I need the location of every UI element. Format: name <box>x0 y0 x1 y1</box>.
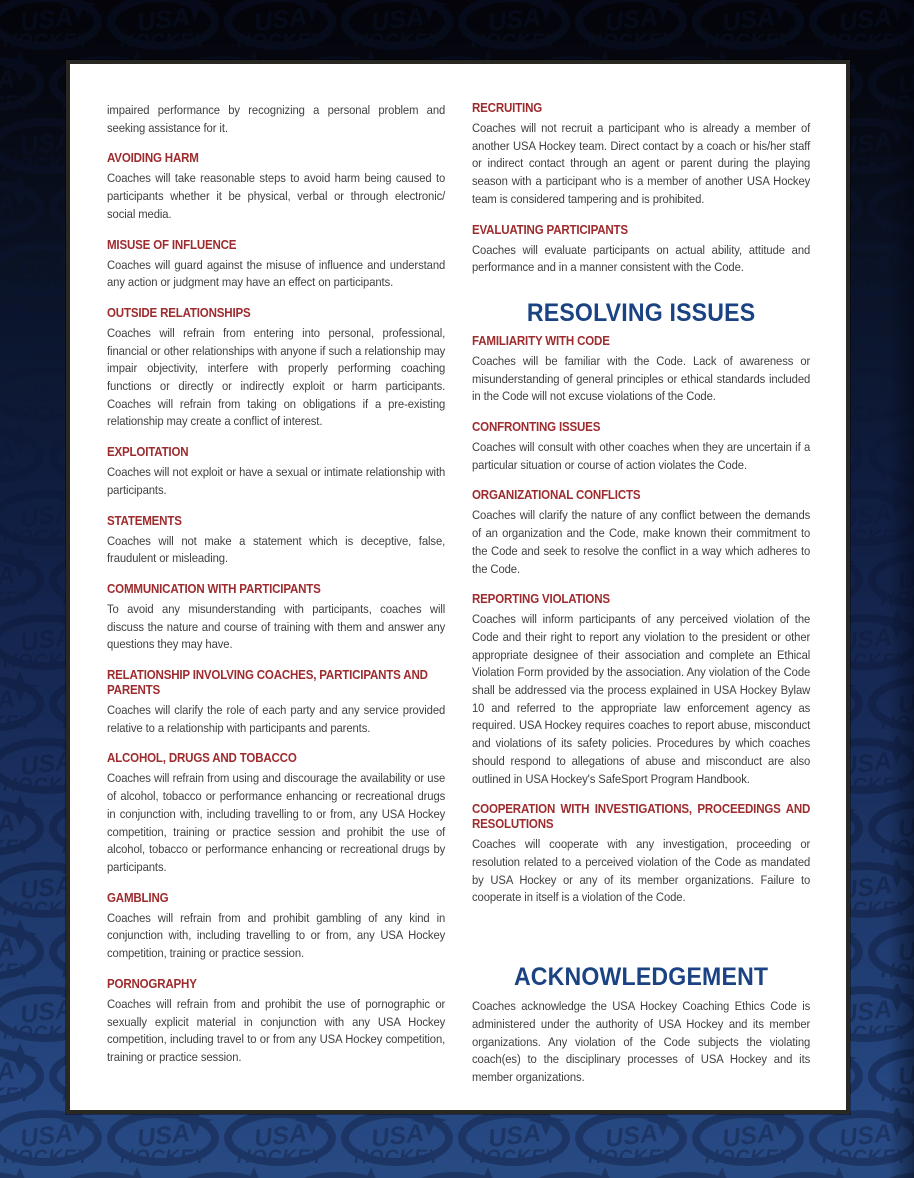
section-body: Coaches will evaluate participants on actual ability, attitude and performance and in a manner consistent with the Code. <box>472 242 811 275</box>
section-cooperation-with-investigations <box>472 802 810 907</box>
section-heading: ORGANIZATIONAL CONFLICTS <box>472 488 641 503</box>
section-heading: STATEMENTS <box>107 513 182 528</box>
section-outside-relationships <box>107 306 445 431</box>
document-page <box>66 60 850 1114</box>
section-alcohol-drugs-tobacco <box>107 751 445 876</box>
section-body: Coaches will not make a statement which is deceptive, false, fraudulent or misleading. <box>107 533 446 566</box>
right-column <box>472 101 810 1087</box>
section-body: Coaches will clarify the nature of any conflict between the demands of an organization and the Code, make known their commitment to the Code and seek to resolve the conflict in a way which adheres to the Code. <box>472 508 811 576</box>
section-body: Coaches will be familiar with the Code. Lack of awareness or misunderstanding of general principles or ethical standards included in the Code will not excuse violations of the Code. <box>472 353 811 404</box>
section-body: Coaches will take reasonable steps to avoid harm being caused to participants whether it be physical, verbal or through electronic/ social media. <box>107 171 446 221</box>
section-heading: RECRUITING <box>472 101 543 115</box>
section-heading: REPORTING VIOLATIONS <box>472 592 610 607</box>
section-gambling <box>107 891 445 963</box>
section-heading: FAMILIARITY WITH CODE <box>472 333 610 348</box>
section-exploitation <box>107 445 445 499</box>
resolving-issues-title: RESOLVING ISSUES <box>526 298 756 327</box>
section-heading: MISUSE OF INFLUENCE <box>107 237 237 252</box>
section-relationship-involving-coaches <box>107 668 445 737</box>
section-heading: PORNOGRAPHY <box>107 976 197 991</box>
section-recruiting <box>472 101 810 209</box>
section-body: To avoid any misunderstanding with participants, coaches will discuss the nature and course of training with them and answer any questions they may have. <box>107 601 446 652</box>
section-statements <box>107 514 445 568</box>
section-heading: GAMBLING <box>107 890 169 905</box>
section-heading: ALCOHOL, DRUGS AND TOBACCO <box>107 751 297 766</box>
section-body: Coaches will consult with other coaches when they are uncertain if a particular situation or course of action violates the Code. <box>472 440 811 472</box>
section-body: Coaches will refrain from and prohibit the use of pornographic or sexually explicit material in conjunction with any USA Hockey competition, including travel to or from any USA Hockey competition, training or practice session. <box>107 996 446 1064</box>
section-body: Coaches will not exploit or have a sexual or intimate relationship with participants. <box>107 465 446 497</box>
section-heading: RELATIONSHIP INVOLVING COACHES, PARTICIPANTS AND PARENTS <box>107 668 428 698</box>
section-pornography <box>107 977 445 1067</box>
section-body: Coaches will refrain from and prohibit gambling of any kind in conjunction with, including travelling to or from, any USA Hockey competition, training or practice session. <box>107 910 446 961</box>
section-heading: CONFRONTING ISSUES <box>472 420 601 435</box>
section-avoiding-harm <box>107 151 445 223</box>
section-heading: OUTSIDE RELATIONSHIPS <box>107 305 251 320</box>
section-body: Coaches will cooperate with any investigation, proceeding or resolution related to a perceived violation of the Code as mandated by USA Hockey or any of its member organizations. Failure to cooperate in itself is a violation of the Code. <box>472 837 811 905</box>
section-familiarity-with-code <box>472 334 810 406</box>
section-reporting-violations <box>472 592 810 788</box>
continuation-paragraph: impaired performance by recognizing a personal problem and seeking assistance for it. <box>107 103 446 135</box>
section-body: Coaches will inform participants of any perceived violation of the Code and their right to report any violation to the president or other appropriate designee of their association and complete an Ethical Violation Form provided by the association. Any violation of the Code shall be addressed via the process explained in USA Hockey Bylaw 10 and referred to the appropriate law enforcement agency as required. USA Hockey requires coaches to report abuse, misconduct and violations of its safety policies. Procedures by which coaches should respond to allegations of abuse and misconduct are also outlined in USA Hockey's SafeSport Program Handbook. <box>472 612 811 786</box>
section-communication-with-participants <box>107 582 445 654</box>
section-heading: AVOIDING HARM <box>107 151 199 166</box>
section-organizational-conflicts <box>472 488 810 578</box>
section-body: Coaches will refrain from entering into personal, professional, financial or other relationships with anyone if such a relationship may impair objectivity, interfere with properly performing coaching functions or directly or indirectly exploit or harm participants. Coaches will refrain from taking on obligations if a pre-existing relationship may create a conflict of interest. <box>107 325 446 429</box>
section-heading: COMMUNICATION WITH PARTICIPANTS <box>107 581 321 596</box>
section-heading: COOPERATION WITH INVESTIGATIONS, PROCEEDINGS AND RESOLUTIONS <box>472 802 811 832</box>
section-evaluating-participants <box>472 223 810 277</box>
page-content <box>70 64 846 1087</box>
acknowledgement-body: Coaches acknowledge the USA Hockey Coaching Ethics Code is administered under the authority of USA Hockey and its member organizations. Any violation of the Code subjects the violating coach(es) to the disciplinary processes of USA Hockey and its member organizations. <box>472 999 811 1084</box>
section-confronting-issues <box>472 420 810 474</box>
section-heading: EVALUATING PARTICIPANTS <box>472 222 628 237</box>
section-heading: EXPLOITATION <box>107 445 189 460</box>
acknowledgement-title: ACKNOWLEDGEMENT <box>513 963 769 992</box>
section-misuse-of-influence <box>107 238 445 292</box>
section-body: Coaches will guard against the misuse of influence and understand any action or judgment may have an effect on participants. <box>107 257 446 290</box>
section-body: Coaches will refrain from using and discourage the availability or use of alcohol, tobacco or performance enhancing or recreational drugs in conjunction with, including travelling to or from, any USA Hockey competition, training or practice session and prohibit the use of alcohol, tobacco or performance enhancing or recreational drugs by participants. <box>107 771 446 874</box>
section-body: Coaches will clarify the role of each party and any service provided relative to a relationship with participants and parents. <box>107 703 446 735</box>
section-body: Coaches will not recruit a participant who is already a member of another USA Hockey team. Direct contact by a coach or his/her staff or indirect contact through an agent or parent during the playing season with a participant who is a member of another USA Hockey team is considered tampering and is prohibited. <box>472 121 811 206</box>
left-column <box>107 101 445 1087</box>
